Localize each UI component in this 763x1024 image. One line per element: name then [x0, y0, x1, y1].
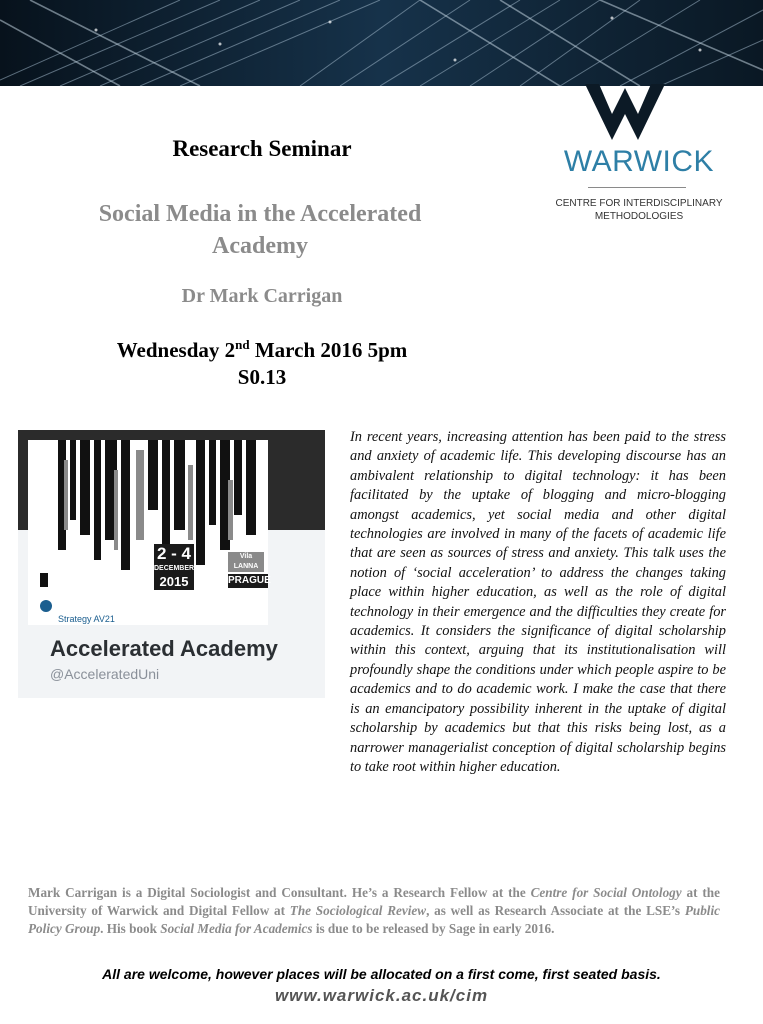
speaker-bio [28, 884, 720, 938]
website-link[interactable]: www.warwick.ac.uk/cim [274, 986, 489, 1005]
bio-text-1: Mark Carrigan is a Digital Sociologist and Consultant. He’s a Research Fellow at the [28, 885, 531, 900]
poster-card [28, 440, 271, 625]
abstract-text: In recent years, increasing attention has been paid to the stress and anxiety of academic life. This developing discourse has an ambivalent relationship to digital technology: it has been facilitated by the uptake of blogging and micro-blogging amongst academics, yet social media and other digital technologies are involved in many of the facets of academic life that are seen as sources of stress and anxiety. This talk uses the notion of ‘social acceleration’ to address the changes taking place within higher education, as well as the role of digital technology in their emergence and the difficulties they create for academics. It considers the significance of digital scholarship within this context, arguing that its institutionalisation will profoundly shape the conditions under which people aspire to be academics and to do academic work. I make the case that there is an emancipatory possibility inherent in the uptake of digital scholarship by academics but that this risks being lost, as a narrower managerialist conception of digital scholarship begins to take root within higher education. [350, 429, 726, 775]
bio-emphasis-3: Public Policy Group [28, 903, 720, 936]
poster-art [28, 440, 271, 625]
account-handle: @AcceleratedUni [50, 666, 160, 682]
bio-text-5: is due to be released by Sage in early 2016. [312, 921, 555, 936]
event-room: S0.13 [237, 365, 287, 389]
event-type: Research Seminar [172, 136, 352, 161]
welcome-notice: All are welcome, however places will be allocated on a first come, first seated basis. [102, 966, 661, 982]
header-banner [0, 0, 763, 86]
poster-partner: Strategy AV21 [58, 614, 115, 624]
poster-image [18, 430, 325, 698]
bio-text-3: , as well as Research Associate at the LSE’s [426, 903, 685, 918]
date-ordinal: nd [235, 337, 250, 352]
bio-emphasis-1: Centre for Social Ontology [530, 885, 682, 900]
poster-month: DECEMBER [154, 565, 195, 572]
bio-emphasis-4: Social Media for Academics [160, 921, 313, 936]
speaker-name: Dr Mark Carrigan [181, 285, 343, 307]
seminar-title: Social Media in the Accelerated Academy [98, 201, 422, 259]
bio-text-2: at the University of Warwick and Digital Fellow at [28, 885, 720, 918]
bio-emphasis-2: The Sociological Review [289, 903, 427, 918]
poster-year: 2015 [154, 574, 194, 590]
poster-venue: Vila LANNA [228, 552, 264, 572]
poster-dates: 2 - 4 [154, 544, 194, 564]
date-prefix: Wednesday 2 [116, 338, 236, 362]
banner-graphic [0, 0, 763, 86]
warwick-logo-text: WARWICK [563, 145, 715, 178]
date-suffix: March 2016 5pm [249, 338, 408, 362]
logo-subtitle: CENTRE FOR INTERDISCIPLINARY METHODOLOGIES [555, 198, 723, 222]
logo-divider [588, 187, 686, 188]
warwick-logo-mark [585, 84, 665, 142]
event-date [60, 337, 464, 363]
poster-city: PRAGUE [228, 575, 271, 586]
bio-text-4: . His book [100, 921, 161, 936]
account-name: Accelerated Academy [50, 636, 278, 661]
